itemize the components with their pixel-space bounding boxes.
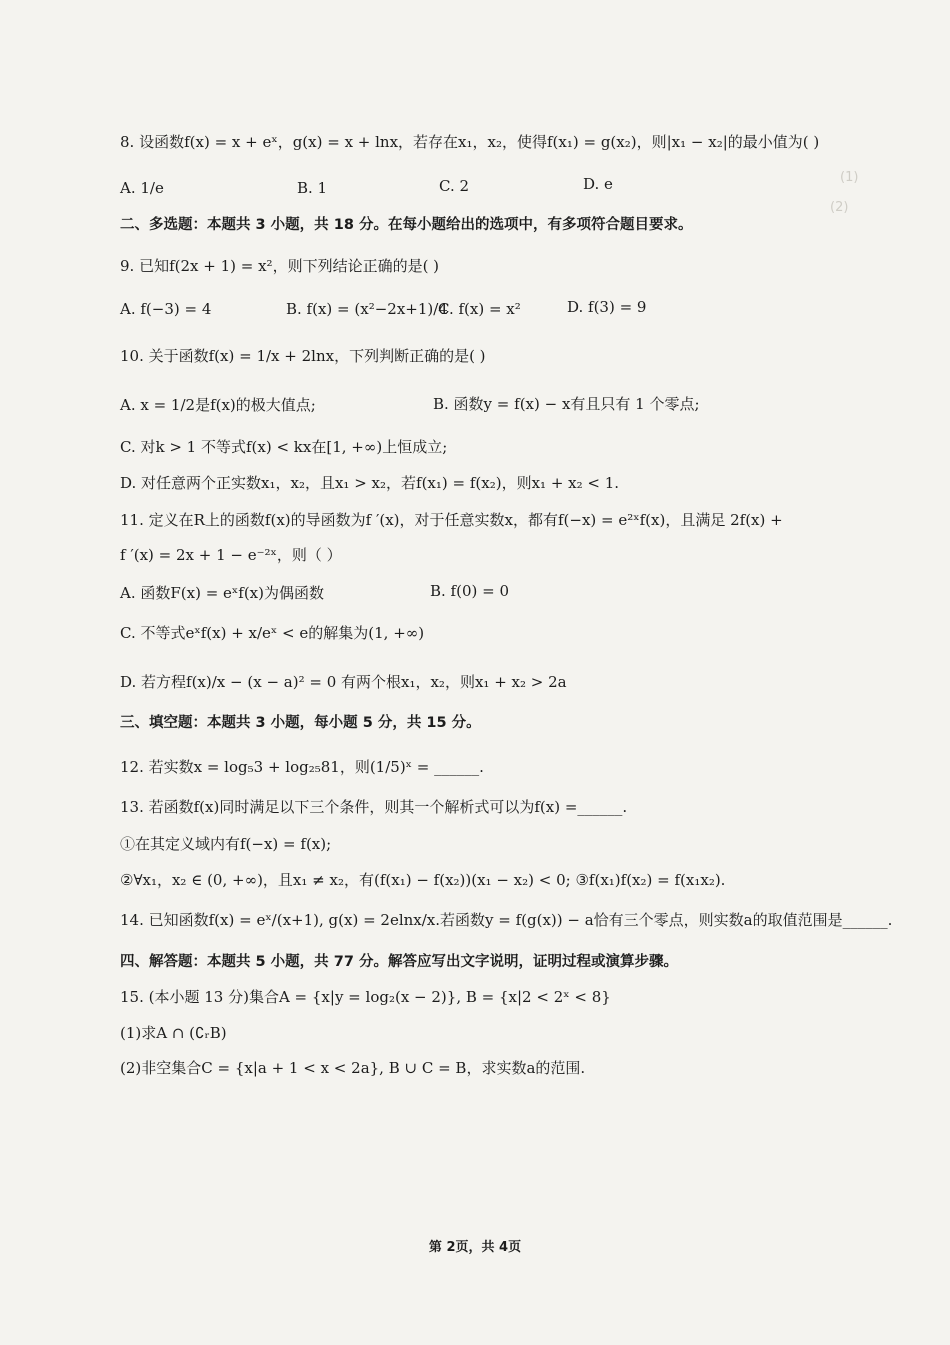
show-through-text: (2) <box>830 200 849 215</box>
question-9-option-b: B. f(x) = (x²−2x+1)/4 <box>286 300 448 318</box>
question-15-stem: 15. (本小题 13 分)集合A = {x|y = log₂(x − 2)}, B = {x|2 < 2ˣ < 8} <box>120 988 611 1006</box>
question-9-option-d: D. f(3) = 9 <box>567 298 647 316</box>
question-10-option-a: A. x = 1/2是f(x)的极大值点; <box>120 396 316 414</box>
question-15-part-2: (2)非空集合C = {x|a + 1 < x < 2a}, B ∪ C = B，求实数a的范围. <box>120 1059 586 1077</box>
question-10-option-d: D. 对任意两个正实数x₁，x₂，且x₁ > x₂，若f(x₁) = f(x₂)，则x₁ + x₂ < 1. <box>120 474 620 492</box>
question-11-option-d: D. 若方程f(x)/x − (x − a)² = 0 有两个根x₁，x₂，则x₁ + x₂ > 2a <box>120 673 567 691</box>
question-13-condition-1: ①在其定义域内有f(−x) = f(x); <box>120 835 332 853</box>
section-2-heading: 二、多选题：本题共 3 小题，共 18 分。在每小题给出的选项中，有多项符合题目要求。 <box>120 217 693 233</box>
question-11-option-b: B. f(0) = 0 <box>430 582 510 600</box>
question-11-option-c: C. 不等式eˣf(x) + x/eˣ < e的解集为(1, +∞) <box>120 624 425 642</box>
question-8-option-d: D. e <box>583 175 613 193</box>
question-11-option-a: A. 函数F(x) = eˣf(x)为偶函数 <box>120 584 324 602</box>
question-10-option-b: B. 函数y = f(x) − x有且只有 1 个零点; <box>433 395 700 413</box>
section-4-heading: 四、解答题：本题共 5 小题，共 77 分。解答应写出文字说明，证明过程或演算步骤。 <box>120 954 678 970</box>
page-footer: 第 2页，共 4页 <box>428 1240 522 1255</box>
question-8-option-c: C. 2 <box>439 177 470 195</box>
question-8-option-b: B. 1 <box>297 179 328 197</box>
question-12: 12. 若实数x = log₅3 + log₂₅81，则(1/5)ˣ = ______. <box>120 758 484 776</box>
question-9-stem: 9. 已知f(2x + 1) = x²，则下列结论正确的是( ) <box>120 257 440 275</box>
question-11-stem-line-1: 11. 定义在R上的函数f(x)的导函数为f ′(x)，对于任意实数x，都有f(−x) = e²ˣf(x)，且满足 2f(x) + <box>120 511 783 529</box>
question-15-part-1: (1)求A ∩ (∁ᵣB) <box>120 1024 227 1042</box>
question-10-stem: 10. 关于函数f(x) = 1/x + 2lnx，下列判断正确的是( ) <box>120 347 486 365</box>
show-through-text: (1) <box>840 170 859 185</box>
question-13-conditions-2-3: ②∀x₁，x₂ ∈ (0, +∞)，且x₁ ≠ x₂，有(f(x₁) − f(x₂))(x₁ − x₂) < 0; ③f(x₁)f(x₂) = f(x₁x₂). <box>120 871 726 889</box>
section-3-heading: 三、填空题：本题共 3 小题，每小题 5 分，共 15 分。 <box>120 715 481 731</box>
question-9-option-c: C. f(x) = x² <box>438 300 521 318</box>
question-8-stem: 8. 设函数f(x) = x + eˣ，g(x) = x + lnx，若存在x₁，x₂，使得f(x₁) = g(x₂)，则|x₁ − x₂|的最小值为( ) <box>120 133 820 151</box>
question-8-option-a: A. 1/e <box>120 179 164 197</box>
question-14: 14. 已知函数f(x) = eˣ/(x+1), g(x) = 2elnx/x.若函数y = f(g(x)) − a恰有三个零点，则实数a的取值范围是______. <box>120 911 893 929</box>
question-13-stem: 13. 若函数f(x)同时满足以下三个条件，则其一个解析式可以为f(x) =______. <box>120 798 628 816</box>
question-11-stem-line-2: f ′(x) = 2x + 1 − e⁻²ˣ，则（ ） <box>120 546 342 564</box>
question-9-option-a: A. f(−3) = 4 <box>120 300 212 318</box>
question-10-option-c: C. 对k > 1 不等式f(x) < kx在[1, +∞)上恒成立; <box>120 438 448 456</box>
